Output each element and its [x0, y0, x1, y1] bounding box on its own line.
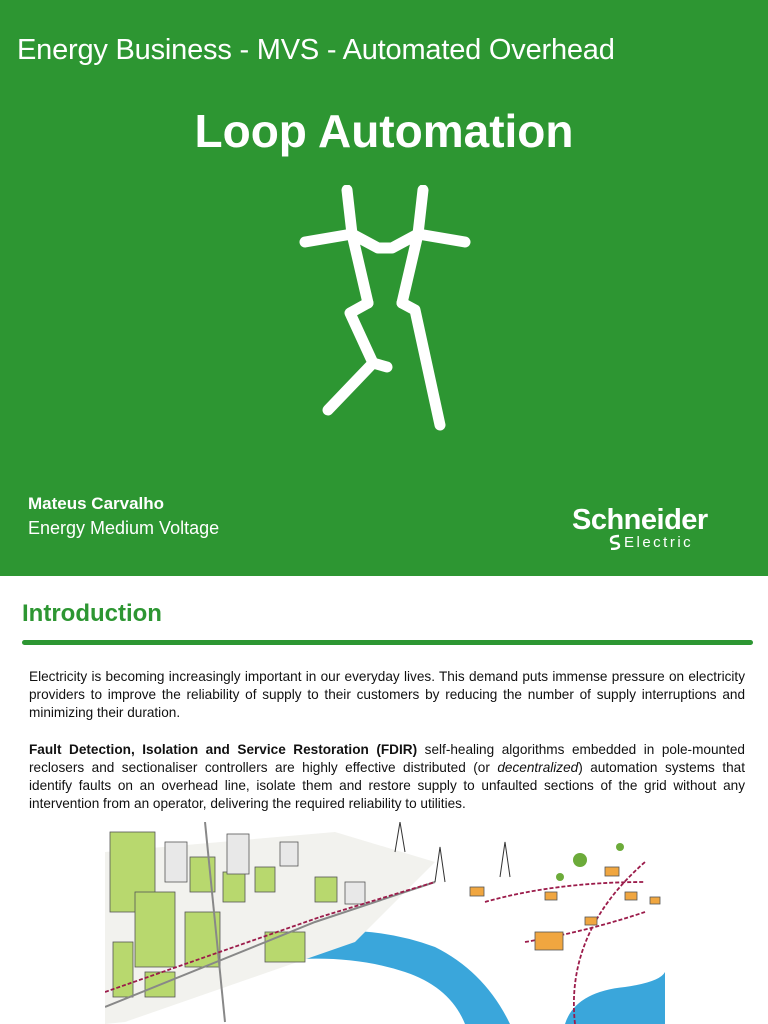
schneider-electric-logo [572, 504, 732, 554]
cover-subtitle: Energy Business - MVS - Automated Overhead [17, 34, 615, 66]
cover-title: Loop Automation [194, 105, 574, 157]
paragraph2-part1: self-healing algorithms embedded in pole-mounted reclosers and sectionaliser controllers are highly effective distributed (or [29, 742, 745, 775]
houses [470, 867, 660, 950]
grid-city-illustration [105, 822, 665, 1024]
logo-sub: Electric [624, 534, 694, 551]
intro-paragraph-2 [29, 741, 745, 813]
power-pylon-icon [290, 185, 480, 440]
logo-word: Schneider [572, 504, 708, 536]
author-department: Energy Medium Voltage [28, 518, 220, 538]
river-bay [565, 972, 665, 1024]
paragraph2-part2: ) automation systems that identify faults on an overhead line, isolate them and restore supply to unfaulted sections of the grid without any intervention from an operator, delivering the required reliability to utilities. [29, 760, 745, 811]
fdir-term: Fault Detection, Isolation and Service Restoration (FDIR) [29, 742, 418, 757]
intro-paragraph-1: Electricity is becoming increasingly important in our everyday lives. This demand puts immense pressure on electricity providers to improve the reliability of supply to their customers by reducing the number of supply interruptions and minimizing their duration. [29, 669, 745, 720]
author-name: Mateus Carvalho [28, 494, 165, 513]
section-heading-introduction: Introduction [22, 600, 162, 627]
decentralized-term: decentralized [497, 760, 579, 775]
logo-mark-icon [608, 534, 622, 550]
section-divider [22, 640, 753, 645]
